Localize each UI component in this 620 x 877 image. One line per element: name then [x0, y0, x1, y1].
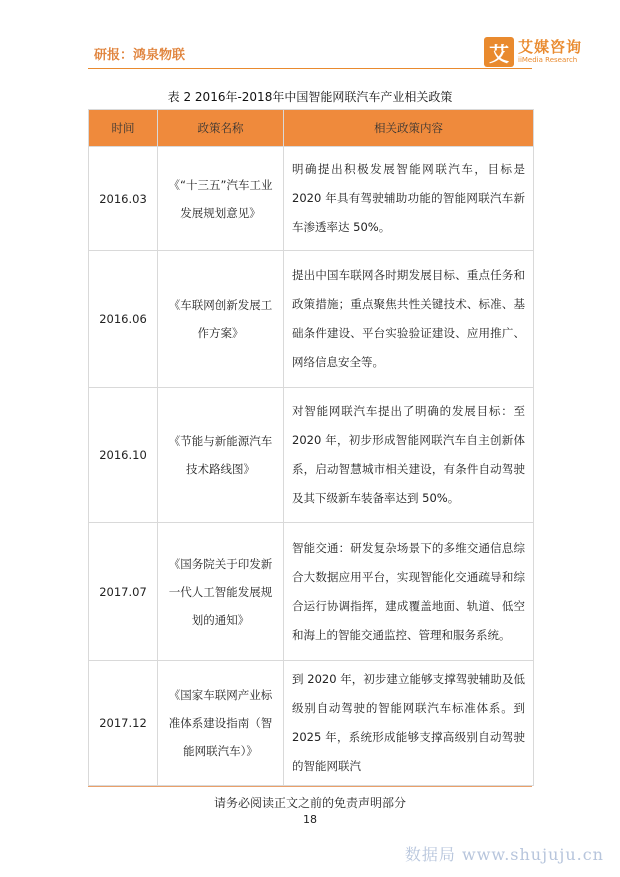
header-divider: [88, 68, 532, 69]
cell-policy-content: 到 2020 年，初步建立能够支撑驾驶辅助及低级别自动驾驶的智能网联汽车标准体系。到 2025 年，系统形成能够支撑高级别自动驾驶的智能网联汽: [284, 661, 534, 786]
footer-divider: [88, 786, 532, 787]
company-logo: [484, 36, 582, 68]
cell-time: 2017.07: [89, 523, 158, 661]
cell-time: 2016.06: [89, 251, 158, 388]
column-header-policy-content: 相关政策内容: [284, 110, 534, 147]
logo-mark-icon: 艾: [484, 37, 514, 67]
cell-policy-name: 《节能与新能源汽车技术路线图》: [158, 388, 284, 523]
column-header-policy-name: 政策名称: [158, 110, 284, 147]
disclaimer-notice: 请务必阅读正文之前的免责声明部分: [213, 796, 406, 810]
logo-name-cn: 艾媒咨询: [518, 38, 583, 56]
table-row: [89, 661, 534, 786]
logo-name-en: iiMedia Research: [518, 56, 578, 64]
cell-policy-content: 对智能网联汽车提出了明确的发展目标：至 2020 年，初步形成智能网联汽车自主创新体系，启动智慧城市相关建设，有条件自动驾驶及其下级新车装备率达到 50%。: [284, 388, 534, 523]
cell-policy-name: 《国务院关于印发新一代人工智能发展规划的通知》: [158, 523, 284, 661]
cell-policy-content: 提出中国车联网各时期发展目标、重点任务和政策措施；重点聚焦共性关键技术、标准、基础条件建设、平台实验验证建设、应用推广、网络信息安全等。: [284, 251, 534, 388]
cell-policy-name: 《“十三五”汽车工业发展规划意见》: [158, 147, 284, 251]
report-title: 研报：鸿泉物联: [94, 48, 186, 63]
cell-policy-name: 《车联网创新发展工作方案》: [158, 251, 284, 388]
cell-time: 2016.03: [89, 147, 158, 251]
cell-policy-name: 《国家车联网产业标准体系建设指南（智能网联汽车）》: [158, 661, 284, 786]
logo-text: [518, 40, 582, 64]
watermark: 数据局 www.shujuju.cn: [404, 845, 604, 864]
table-row: [89, 523, 534, 661]
policy-table: [88, 109, 534, 786]
table-row: [89, 251, 534, 388]
table-row: [89, 147, 534, 251]
cell-time: 2017.12: [89, 661, 158, 786]
cell-time: 2016.10: [89, 388, 158, 523]
cell-policy-content: 智能交通：研发复杂场景下的多维交通信息综合大数据应用平台，实现智能化交通疏导和综合运行协调指挥，建成覆盖地面、轨道、低空和海上的智能交通监控、管理和服务系统。: [284, 523, 534, 661]
cell-policy-content: 明确提出积极发展智能网联汽车，目标是 2020 年具有驾驶辅助功能的智能网联汽车新车渗透率达 50%。: [284, 147, 534, 251]
table-caption: 表 2 2016年-2018年中国智能网联汽车产业相关政策: [167, 90, 453, 104]
column-header-time: 时间: [89, 110, 158, 147]
page-number: 18: [303, 813, 317, 826]
table-row: [89, 388, 534, 523]
table-header-row: [89, 110, 534, 147]
